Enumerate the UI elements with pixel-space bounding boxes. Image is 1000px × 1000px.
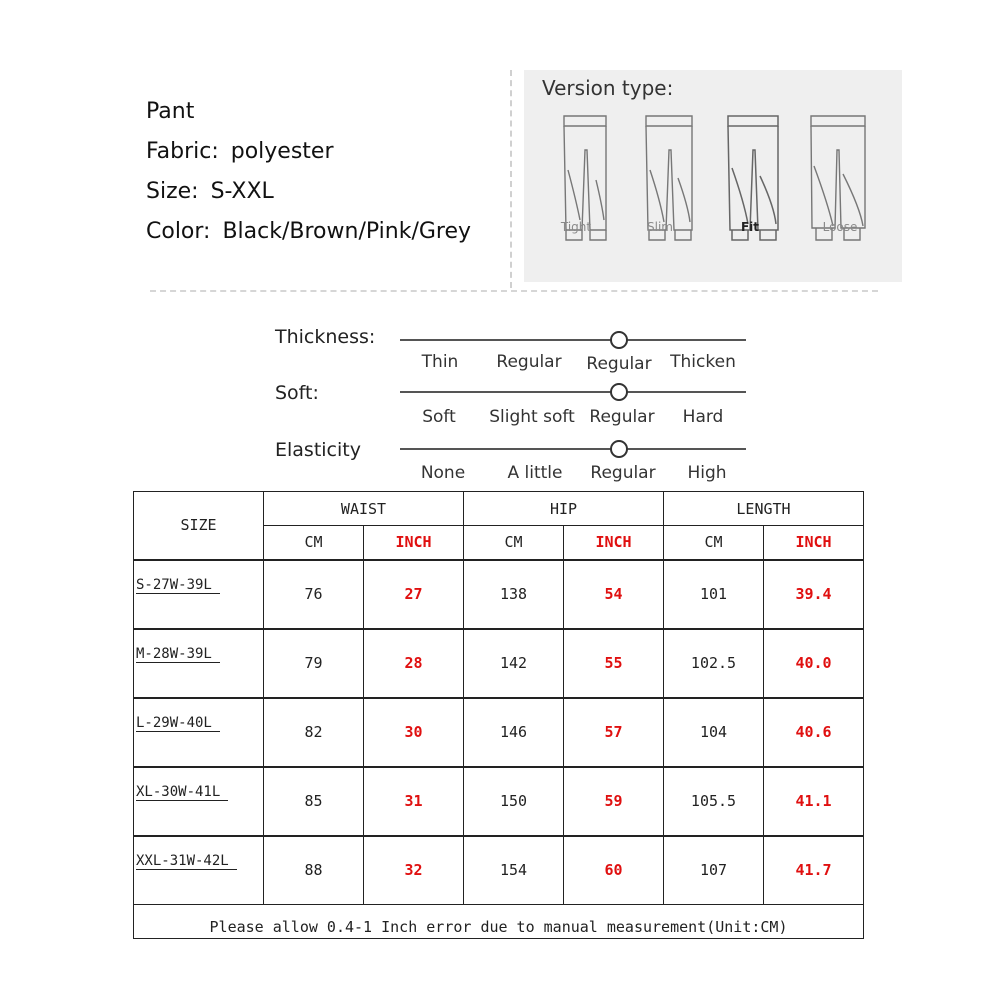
horizontal-divider (150, 290, 878, 292)
size-name: S-27W-39L (136, 577, 220, 594)
size-cell (134, 698, 264, 767)
length-inch-cell: 41.1 (764, 767, 864, 836)
hip-cm-cell: 138 (464, 560, 564, 629)
waist-cm-cell: 82 (264, 698, 364, 767)
thickness-knob (610, 331, 628, 349)
product-title: Pant (146, 99, 195, 124)
version-title: Version type: (542, 76, 674, 100)
version-label-slim: Slim (647, 220, 673, 234)
elasticity-label: Elasticity (275, 439, 361, 461)
soft-option-3: Regular (589, 407, 655, 427)
elasticity-option-2: A little (507, 463, 563, 483)
table-row (134, 629, 864, 698)
soft-option-4: Hard (682, 407, 724, 427)
length-inch-cell: 40.0 (764, 629, 864, 698)
table-row (134, 767, 864, 836)
version-label-tight: Tight (560, 220, 592, 234)
hip-header: HIP (464, 492, 664, 526)
measurement-note: Please allow 0.4-1 Inch error due to manual measurement(Unit:CM) (134, 905, 864, 939)
version-label-loose: Loose (822, 220, 858, 234)
thickness-label: Thickness: (275, 326, 376, 348)
length-inch-cell: 40.6 (764, 698, 864, 767)
length-cm-cell: 105.5 (664, 767, 764, 836)
hip-inch-cell: 60 (564, 836, 664, 905)
size-name: XXL-31W-42L (136, 853, 237, 870)
fabric-label: Fabric: (146, 139, 219, 164)
version-type-panel (524, 70, 902, 282)
length-cm-cell: 102.5 (664, 629, 764, 698)
elasticity-option-3: Regular (590, 463, 656, 483)
table-row (134, 698, 864, 767)
hip-cm-cell: 150 (464, 767, 564, 836)
length-inch-header: INCH (764, 526, 864, 560)
thickness-option-2: Regular (496, 352, 562, 372)
soft-knob (610, 383, 628, 401)
size-cell (134, 629, 264, 698)
product-info (146, 92, 471, 252)
waist-inch-cell: 31 (364, 767, 464, 836)
waist-inch-cell: 32 (364, 836, 464, 905)
size-header: SIZE (134, 492, 264, 560)
color-line (146, 212, 471, 252)
elasticity-option-4: High (687, 463, 727, 483)
size-chart-table (133, 491, 864, 939)
hip-cm-header: CM (464, 526, 564, 560)
thickness-scale (400, 339, 746, 341)
soft-scale (400, 391, 746, 393)
thickness-option-3: Regular (586, 354, 652, 374)
size-name: L-29W-40L (136, 715, 220, 732)
color-label: Color: (146, 219, 211, 244)
waist-cm-cell: 88 (264, 836, 364, 905)
soft-label: Soft: (275, 382, 319, 404)
length-cm-cell: 104 (664, 698, 764, 767)
waist-cm-cell: 76 (264, 560, 364, 629)
elasticity-option-1: None (420, 463, 466, 483)
waist-cm-header: CM (264, 526, 364, 560)
waist-inch-cell: 27 (364, 560, 464, 629)
waist-inch-header: INCH (364, 526, 464, 560)
length-header: LENGTH (664, 492, 864, 526)
waist-cm-cell: 79 (264, 629, 364, 698)
waist-cm-cell: 85 (264, 767, 364, 836)
length-inch-cell: 41.7 (764, 836, 864, 905)
waist-inch-cell: 28 (364, 629, 464, 698)
soft-option-2: Slight soft (489, 407, 575, 427)
color-value: Black/Brown/Pink/Grey (222, 219, 472, 244)
elasticity-knob (610, 440, 628, 458)
size-value: S-XXL (210, 179, 274, 204)
hip-cm-cell: 142 (464, 629, 564, 698)
soft-option-1: Soft (422, 407, 456, 427)
fabric-value: polyester (230, 139, 334, 164)
waist-inch-cell: 30 (364, 698, 464, 767)
thickness-option-4: Thicken (670, 352, 736, 372)
vertical-divider (510, 70, 512, 288)
size-cell (134, 836, 264, 905)
hip-inch-cell: 57 (564, 698, 664, 767)
thickness-option-1: Thin (421, 352, 459, 372)
table-row (134, 560, 864, 629)
fabric-line (146, 132, 471, 172)
size-line (146, 172, 471, 212)
version-label-fit: Fit (740, 220, 760, 234)
length-cm-cell: 107 (664, 836, 764, 905)
size-label: Size: (146, 179, 199, 204)
size-cell (134, 560, 264, 629)
hip-cm-cell: 146 (464, 698, 564, 767)
waist-header: WAIST (264, 492, 464, 526)
size-cell (134, 767, 264, 836)
hip-inch-cell: 55 (564, 629, 664, 698)
table-row (134, 836, 864, 905)
length-cm-header: CM (664, 526, 764, 560)
length-inch-cell: 39.4 (764, 560, 864, 629)
size-name: M-28W-39L (136, 646, 220, 663)
size-name: XL-30W-41L (136, 784, 228, 801)
hip-inch-cell: 54 (564, 560, 664, 629)
elasticity-scale (400, 448, 746, 450)
hip-inch-cell: 59 (564, 767, 664, 836)
length-cm-cell: 101 (664, 560, 764, 629)
hip-inch-header: INCH (564, 526, 664, 560)
hip-cm-cell: 154 (464, 836, 564, 905)
